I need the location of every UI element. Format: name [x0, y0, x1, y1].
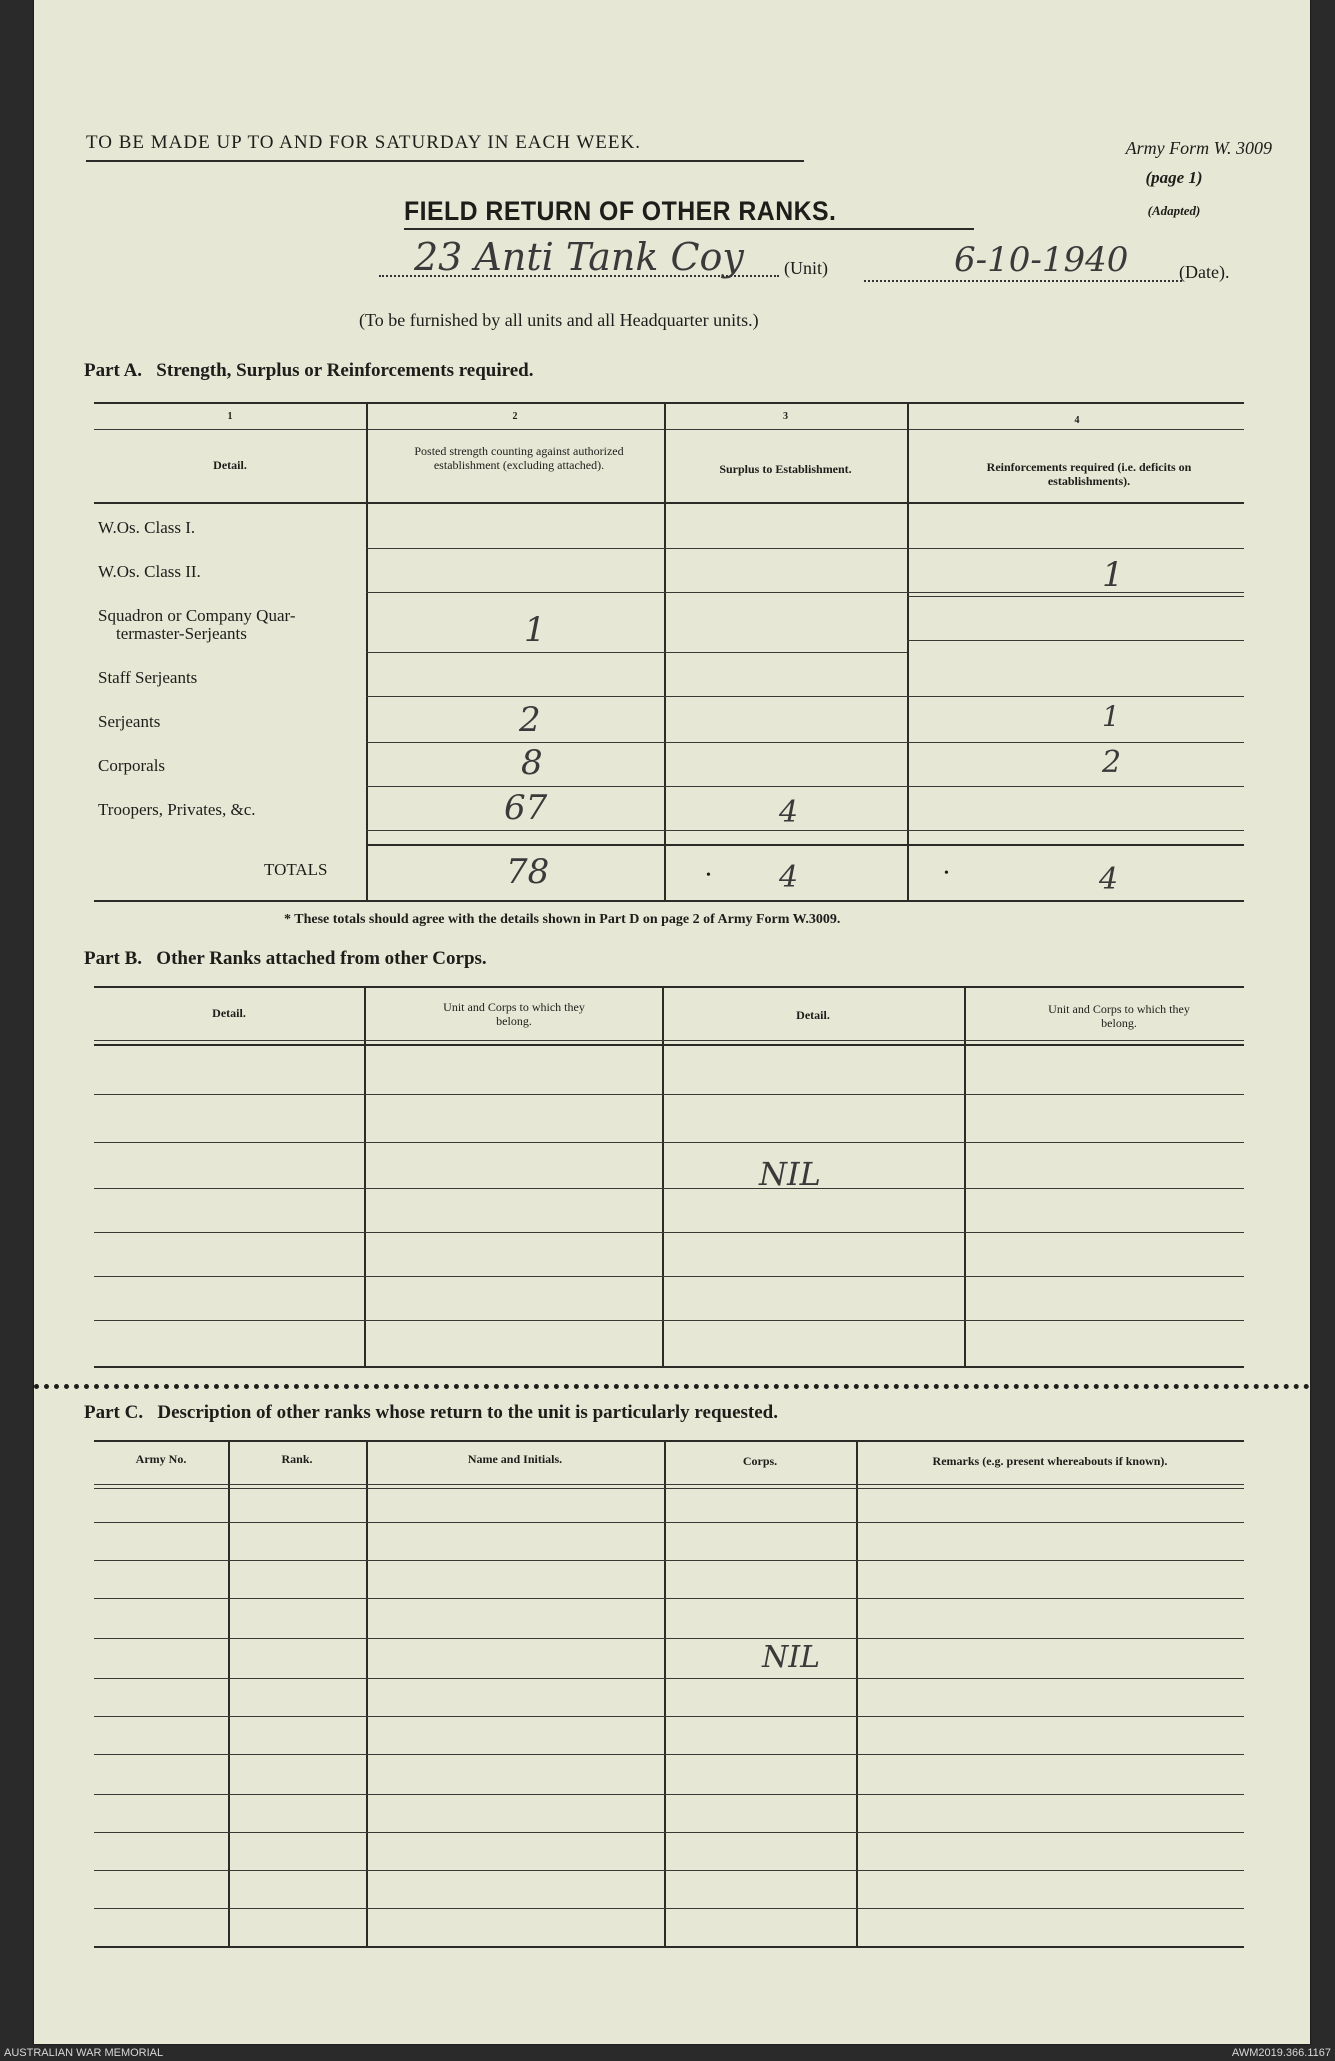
surplus-total: 4: [779, 860, 799, 895]
column-header: Remarks (e.g. present whereabouts if known).: [932, 1454, 1168, 1468]
surplus-privates: 4: [779, 795, 799, 830]
date-dotted-line: [864, 280, 1182, 282]
column-header: Detail.: [212, 1006, 246, 1020]
form-page: (page 1): [1145, 168, 1203, 187]
row-label: W.Os. Class II.: [98, 562, 201, 581]
row-label: Squadron or Company Quar-: [98, 606, 296, 625]
archive-name: AUSTRALIAN WAR MEMORIAL: [4, 2047, 164, 2059]
reinf-corporals: 2: [1102, 745, 1122, 780]
column-header: Detail.: [213, 458, 247, 472]
reinf-total: 4: [1099, 862, 1119, 897]
title-underline: [404, 228, 974, 230]
posted-cqms: 1: [524, 610, 546, 650]
part-b-heading: Part B. Other Ranks attached from other Corps.: [84, 948, 487, 969]
column-header: Reinforcements required (i.e. deficits on establishments).: [986, 460, 1192, 488]
col-number: 4: [1074, 415, 1080, 426]
asterisk-mark: •: [706, 868, 711, 883]
part-b-nil: NIL: [759, 1155, 821, 1193]
row-label: Serjeants: [98, 712, 161, 731]
col-number: 2: [512, 411, 518, 422]
row-label: Corporals: [98, 756, 166, 775]
form-sheet: [34, 0, 1310, 2044]
row-label: W.Os. Class I.: [98, 518, 196, 537]
part-a-heading: Part A. Strength, Surplus or Reinforcements required.: [84, 360, 534, 381]
form-adapted: (Adapted): [1147, 203, 1201, 218]
form-number: Army Form W. 3009: [1125, 138, 1272, 158]
row-label: termaster-Serjeants: [116, 624, 247, 643]
totals-label: TOTALS: [264, 860, 328, 879]
archive-reference: AWM2019.366.1167: [1231, 2047, 1331, 2059]
date-value: 6-10-1940: [954, 240, 1129, 280]
posted-total: 78: [506, 852, 550, 892]
column-header: Corps.: [742, 1454, 778, 1468]
page-title: FIELD RETURN OF OTHER RANKS.: [404, 196, 837, 226]
reinf-serjeants: 1: [1102, 700, 1120, 733]
unit-label: (Unit): [784, 258, 828, 278]
unit-dotted-line: [379, 275, 779, 277]
column-header: Unit and Corps to which they belong.: [443, 1000, 585, 1028]
unit-value: 23 Anti Tank Coy: [414, 235, 744, 279]
column-header: Name and Initials.: [467, 1452, 563, 1466]
col-number: 3: [783, 411, 788, 422]
row-label: Troopers, Privates, &c.: [98, 800, 256, 819]
column-header: Posted strength counting against authorized establishment (excluding attached).: [414, 444, 624, 472]
row-label: Staff Serjeants: [98, 668, 198, 687]
posted-corporals: 8: [521, 743, 543, 783]
reinf-wo-class-ii: 1: [1102, 555, 1124, 595]
part-c-nil: NIL: [762, 1640, 821, 1675]
posted-privates: 67: [504, 788, 548, 828]
posted-serjeants: 2: [519, 700, 541, 740]
instruction-underline: [86, 160, 804, 162]
column-header: Rank.: [281, 1452, 313, 1466]
date-label: (Date).: [1179, 262, 1230, 282]
archive-footer: [0, 2046, 1335, 2061]
column-header: Army No.: [135, 1452, 187, 1466]
instruction-line: TO BE MADE UP TO AND FOR SATURDAY IN EACH WEEK.: [86, 132, 641, 153]
column-header: Surplus to Establishment.: [719, 462, 852, 476]
col-number: 1: [227, 411, 233, 422]
perforation-line: [34, 1384, 1310, 1389]
furnished-note: (To be furnished by all units and all Headquarter units.): [359, 310, 759, 330]
asterisk-mark: •: [944, 866, 949, 881]
column-header: Unit and Corps to which they belong.: [1048, 1002, 1190, 1030]
column-header: Detail.: [796, 1008, 830, 1022]
part-c-heading: Part C. Description of other ranks whose return to the unit is particularly requested.: [84, 1402, 778, 1423]
totals-footnote: * These totals should agree with the details shown in Part D on page 2 of Army Form W.3009.: [284, 912, 841, 927]
